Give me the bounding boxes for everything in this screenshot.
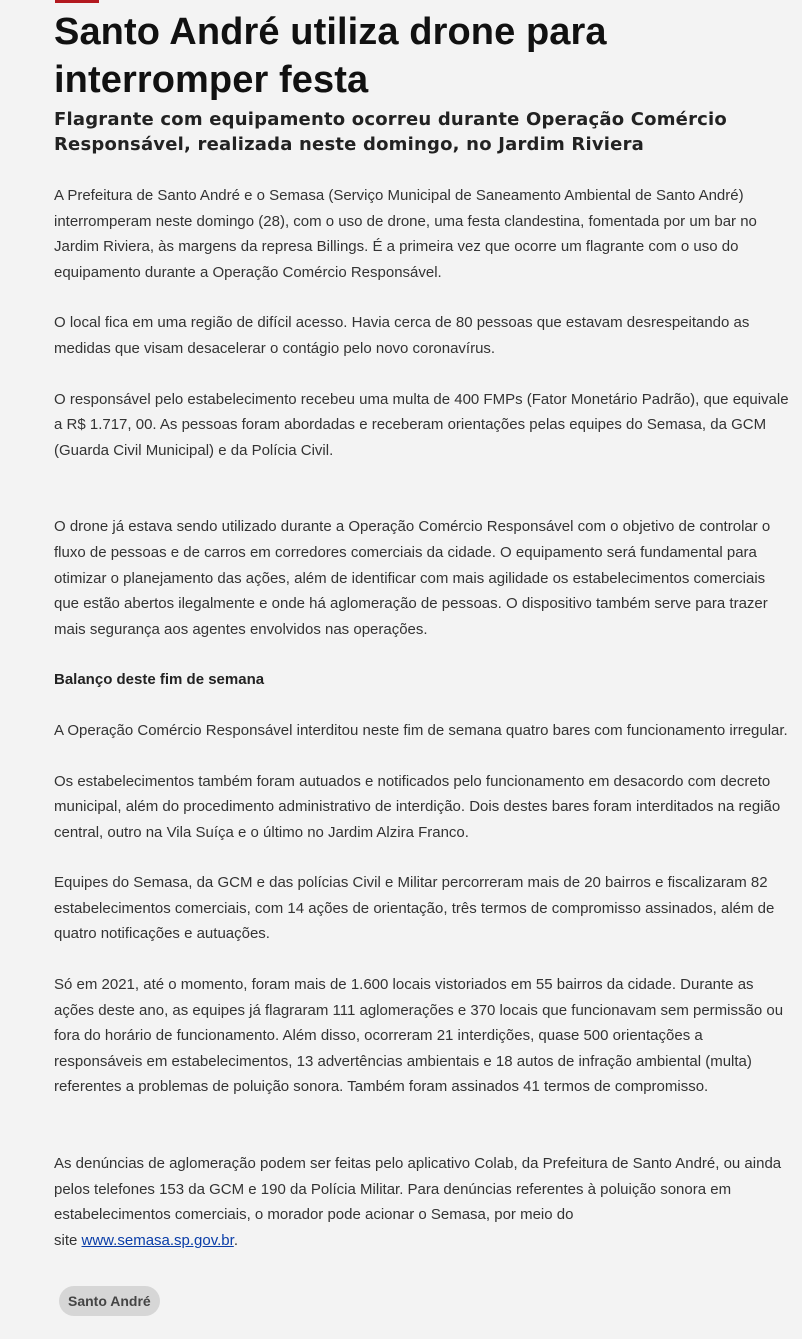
article-headline: Santo André utiliza drone para interromper festa	[54, 11, 607, 101]
tag-santo-andre[interactable]: Santo André	[59, 1286, 160, 1316]
news-article	[54, 8, 794, 1253]
paragraph-drone: O drone já estava sendo utilizado durante a Operação Comércio Responsável com o objetivo de controlar o fluxo de pessoas e de carros em corredores comerciais da cidade. O equipamento será fundamental para otimizar o planejamento das ações, além de identificar com mais agilidade os estabelecimentos comerciais que estão abertos ilegalmente e onde há aglomeração de pessoas. O dispositivo também serve para trazer mais segurança aos agentes envolvidos nas operações.	[54, 518, 771, 638]
paragraph-complaints: As denúncias de aglomeração podem ser feitas pelo aplicativo Colab, da Prefeitura de Santo André, ou ainda pelos telefones 153 da GCM e 190 da Polícia Militar. Para denúncias referentes à poluição sonora em estabelecimentos comerciais, o morador pode acionar o Semasa, por meio do	[54, 1155, 782, 1224]
site-prefix: site	[54, 1231, 78, 1249]
site-suffix: .	[233, 1231, 238, 1249]
headline-accent-bar	[55, 0, 99, 3]
paragraph-2021-stats: Só em 2021, até o momento, foram mais de 1.600 locais vistoriados em 55 bairros da cidade. Durante as ações deste ano, as equipes já flagraram 111 aglomerações e 370 locais que funcionavam sem permissão ou fora do horário de funcionamento. Além disso, ocorreram 21 interdições, quase 500 orientações a responsáveis em estabelecimentos, 13 advertências ambientais e 18 autos de infração ambiental (multa) referentes a problemas de poluição sonora. Também foram assinados 41 termos de compromisso.	[54, 976, 784, 1096]
article-subtitle: Flagrante com equipamento ocorreu durante Operação Comércio Responsável, realizada neste domingo, no Jardim Riviera	[54, 109, 727, 155]
paragraph-site-line	[54, 1228, 794, 1254]
semasa-site-link[interactable]: www.semasa.sp.gov.br	[81, 1231, 234, 1249]
paragraph-notified: Os estabelecimentos também foram autuados e notificados pelo funcionamento em desacordo com decreto municipal, além do procedimento administrativo de interdição. Dois destes bares foram interditados na região central, outro na Vila Suíça e o último no Jardim Alzira Franco.	[54, 772, 781, 841]
section-heading-balance: Balanço deste fim de semana	[54, 671, 265, 689]
paragraph-location: O local fica em uma região de difícil acesso. Havia cerca de 80 pessoas que estavam desrespeitando as medidas que visam desacelerar o contágio pelo novo coronavírus.	[54, 314, 750, 357]
paragraph-intro: A Prefeitura de Santo André e o Semasa (Serviço Municipal de Saneamento Ambiental de Santo André) interromperam neste domingo (28), com o uso de drone, uma festa clandestina, fomentada por um bar no Jardim Riviera, às margens da represa Billings. É a primeira vez que ocorre um flagrante com o uso do equipamento durante a Operação Comércio Responsável.	[54, 187, 757, 281]
paragraph-teams: Equipes do Semasa, da GCM e das polícias Civil e Militar percorreram mais de 20 bairros e fiscalizaram 82 estabelecimentos comerciais, com 14 ações de orientação, três termos de compromisso assinados, além de quatro notificações e autuações.	[54, 874, 775, 943]
paragraph-fine: O responsável pelo estabelecimento recebeu uma multa de 400 FMPs (Fator Monetário Padrão), que equivale a R$ 1.717, 00. As pessoas foram abordadas e receberam orientações pelas equipes do Semasa, da GCM (Guarda Civil Municipal) e da Polícia Civil.	[54, 390, 789, 459]
paragraph-bars: A Operação Comércio Responsável interditou neste fim de semana quatro bares com funcionamento irregular.	[54, 721, 788, 739]
article-body	[54, 183, 794, 1253]
